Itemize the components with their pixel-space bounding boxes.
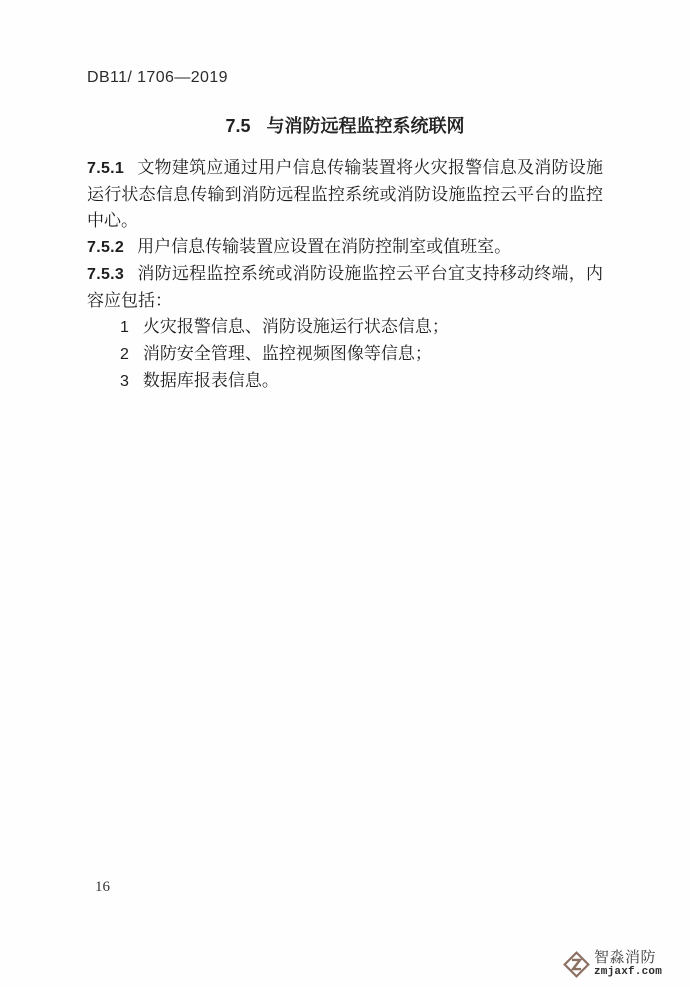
brand-logo [563, 950, 662, 978]
section-number: 7.5 [225, 116, 251, 136]
list-item-text: 数据库报表信息。 [142, 371, 279, 390]
document-body [87, 155, 603, 395]
brand-name: 智淼消防 [593, 949, 656, 966]
list-item [120, 368, 603, 395]
list-item-number: 2 [120, 346, 129, 363]
list-item-text: 火灾报警信息、消防设施运行状态信息； [142, 317, 449, 336]
section-title-text: 与消防远程监控系统联网 [266, 116, 465, 136]
list-item [120, 314, 603, 341]
paragraph-7-5-3 [87, 261, 603, 314]
clause-number: 7.5.1 [87, 160, 125, 177]
clause-number: 7.5.3 [87, 266, 125, 283]
paragraph-7-5-2 [87, 234, 603, 261]
clause-text: 用户信息传输装置应设置在消防控制室或值班室。 [137, 237, 512, 256]
list-item-text: 消防安全管理、监控视频图像等信息； [142, 344, 432, 363]
list-item [120, 341, 603, 368]
ordered-list [87, 314, 603, 395]
document-standard-number: DB11/ 1706—2019 [87, 69, 228, 86]
clause-number: 7.5.2 [87, 239, 125, 256]
page-number: 16 [95, 879, 110, 895]
clause-text: 文物建筑应通过用户信息传输装置将火灾报警信息及消防设施运行状态信息传输到消防远程监控系统或消防设施监控云平台的监控中心。 [87, 158, 603, 230]
paragraph-7-5-1 [87, 155, 603, 234]
brand-url: zmjaxf.com [593, 966, 662, 978]
clause-text: 消防远程监控系统或消防设施监控云平台宜支持移动终端，内容应包括： [87, 264, 603, 310]
list-item-number: 3 [120, 373, 129, 390]
section-title [0, 112, 690, 138]
list-item-number: 1 [120, 319, 129, 336]
brand-text [594, 950, 662, 978]
diamond-z-icon [563, 951, 590, 978]
